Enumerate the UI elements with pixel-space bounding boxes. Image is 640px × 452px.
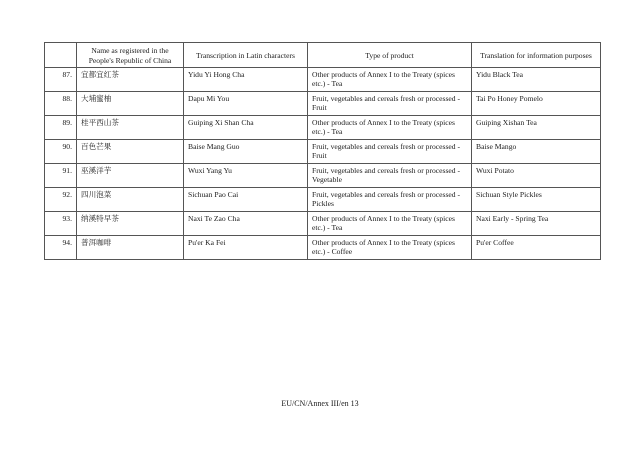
translation-cell: Guiping Xishan Tea bbox=[472, 116, 601, 140]
table-row bbox=[45, 92, 601, 116]
translation-cell: Naxi Early - Spring Tea bbox=[472, 212, 601, 236]
table-header-row bbox=[45, 43, 601, 68]
table-row bbox=[45, 140, 601, 164]
chinese-name-cell: 普洱咖啡 bbox=[77, 236, 184, 260]
row-number: 90. bbox=[45, 140, 77, 164]
product-type-cell: Fruit, vegetables and cereals fresh or processed - Fruit bbox=[308, 140, 472, 164]
product-type-cell: Fruit, vegetables and cereals fresh or processed - Vegetable bbox=[308, 164, 472, 188]
chinese-name-cell: 宜都宜红茶 bbox=[77, 68, 184, 92]
translation-cell: Baise Mango bbox=[472, 140, 601, 164]
transcription-cell: Yidu Yi Hong Cha bbox=[184, 68, 308, 92]
chinese-name-cell: 巫溪洋芋 bbox=[77, 164, 184, 188]
translation-cell: Pu'er Coffee bbox=[472, 236, 601, 260]
product-type-cell: Other products of Annex I to the Treaty (spices etc.) - Coffee bbox=[308, 236, 472, 260]
row-number: 92. bbox=[45, 188, 77, 212]
chinese-name-cell: 桂平西山茶 bbox=[77, 116, 184, 140]
row-number: 94. bbox=[45, 236, 77, 260]
transcription-cell: Baise Mang Guo bbox=[184, 140, 308, 164]
transcription-cell: Pu'er Ka Fei bbox=[184, 236, 308, 260]
row-number: 91. bbox=[45, 164, 77, 188]
chinese-name-cell: 百色芒果 bbox=[77, 140, 184, 164]
header-transcription: Transcription in Latin characters bbox=[184, 43, 308, 68]
row-number: 89. bbox=[45, 116, 77, 140]
transcription-cell: Guiping Xi Shan Cha bbox=[184, 116, 308, 140]
table-row bbox=[45, 164, 601, 188]
table-row bbox=[45, 68, 601, 92]
translation-cell: Tai Po Honey Pomelo bbox=[472, 92, 601, 116]
row-number: 87. bbox=[45, 68, 77, 92]
header-chinese-name: Name as registered in the People's Republic of China bbox=[77, 43, 184, 68]
row-number: 93. bbox=[45, 212, 77, 236]
product-type-cell: Other products of Annex I to the Treaty (spices etc.) - Tea bbox=[308, 212, 472, 236]
product-type-cell: Fruit, vegetables and cereals fresh or processed - Fruit bbox=[308, 92, 472, 116]
table-row bbox=[45, 116, 601, 140]
table-row bbox=[45, 212, 601, 236]
translation-cell: Yidu Black Tea bbox=[472, 68, 601, 92]
transcription-cell: Wuxi Yang Yu bbox=[184, 164, 308, 188]
page-footer-reference: EU/CN/Annex III/en 13 bbox=[281, 399, 359, 408]
translation-cell: Wuxi Potato bbox=[472, 164, 601, 188]
chinese-name-cell: 大埔蜜柚 bbox=[77, 92, 184, 116]
header-number bbox=[45, 43, 77, 68]
product-type-cell: Other products of Annex I to the Treaty (spices etc.) - Tea bbox=[308, 116, 472, 140]
header-translation: Translation for information purposes bbox=[472, 43, 601, 68]
transcription-cell: Dapu Mi You bbox=[184, 92, 308, 116]
gi-annex-table bbox=[44, 42, 601, 260]
transcription-cell: Sichuan Pao Cai bbox=[184, 188, 308, 212]
header-product-type: Type of product bbox=[308, 43, 472, 68]
chinese-name-cell: 纳溪特早茶 bbox=[77, 212, 184, 236]
product-type-cell: Fruit, vegetables and cereals fresh or processed - Pickles bbox=[308, 188, 472, 212]
product-type-cell: Other products of Annex I to the Treaty (spices etc.) - Tea bbox=[308, 68, 472, 92]
table-row bbox=[45, 188, 601, 212]
translation-cell: Sichuan Style Pickles bbox=[472, 188, 601, 212]
table-row bbox=[45, 236, 601, 260]
chinese-name-cell: 四川泡菜 bbox=[77, 188, 184, 212]
row-number: 88. bbox=[45, 92, 77, 116]
transcription-cell: Naxi Te Zao Cha bbox=[184, 212, 308, 236]
